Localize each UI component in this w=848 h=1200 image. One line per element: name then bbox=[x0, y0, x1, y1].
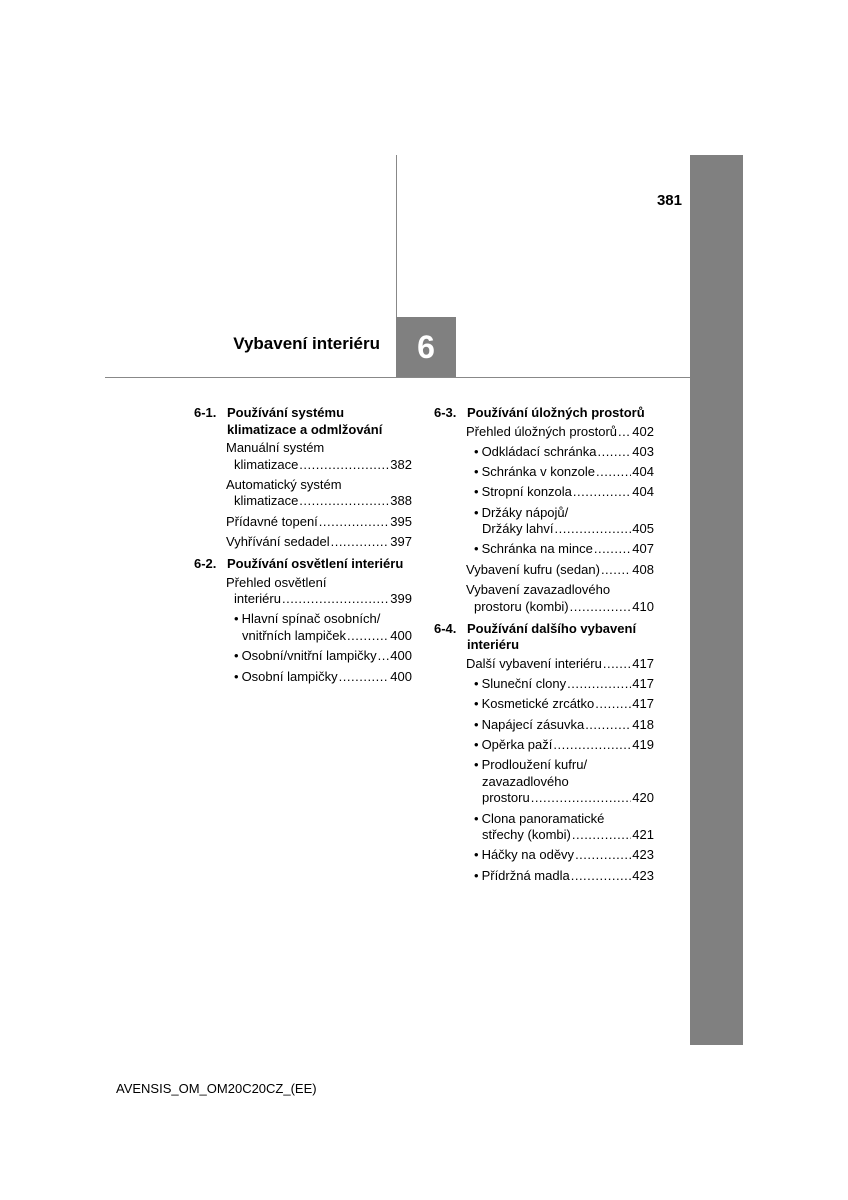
section-title bbox=[227, 405, 412, 438]
toc-entry-link[interactable] bbox=[474, 847, 654, 864]
section-number: 6-2. bbox=[194, 556, 217, 572]
bullet-icon: • bbox=[234, 668, 239, 684]
toc-page-number: 400 bbox=[390, 648, 412, 664]
toc-entry-link[interactable] bbox=[226, 514, 412, 531]
bullet-icon: • bbox=[474, 676, 479, 692]
toc-entry-line bbox=[226, 514, 412, 531]
dot-leader bbox=[299, 457, 389, 474]
dot-leader bbox=[553, 737, 631, 754]
bullet-icon: • bbox=[474, 847, 479, 863]
toc-entry-link[interactable] bbox=[466, 582, 654, 615]
toc-entry-line bbox=[226, 591, 412, 608]
toc-entry-line bbox=[234, 611, 412, 628]
dot-leader bbox=[596, 464, 631, 481]
toc-entry-link[interactable] bbox=[466, 424, 654, 441]
toc-entry-text: Vyhřívání sedadel bbox=[226, 533, 330, 549]
toc-page-number: 397 bbox=[390, 533, 412, 549]
toc-entry-text: Hlavní spínač osobních/ bbox=[241, 611, 381, 627]
toc-entry-line bbox=[474, 676, 654, 693]
toc-entry-line bbox=[474, 737, 654, 754]
chapter-number-box: 6 bbox=[396, 317, 456, 377]
dot-leader bbox=[603, 656, 631, 673]
chapter-side-tab bbox=[690, 155, 743, 1045]
section-title-line: interiéru bbox=[467, 637, 520, 653]
toc-page-number: 400 bbox=[390, 627, 412, 643]
toc-entry-text: Držáky nápojů/ bbox=[481, 504, 569, 520]
toc-entry-line bbox=[474, 774, 654, 791]
toc-entry-text: Odkládací schránka bbox=[481, 443, 597, 459]
toc-page-number: 388 bbox=[390, 493, 412, 509]
toc-entry-text: Automatický systém bbox=[226, 476, 342, 492]
bullet-icon: • bbox=[474, 504, 479, 520]
bullet-icon: • bbox=[474, 443, 479, 459]
toc-page-number: 405 bbox=[632, 521, 654, 537]
toc-section-heading bbox=[434, 621, 654, 654]
toc-entry-text: Vybavení kufru (sedan) bbox=[466, 561, 600, 577]
toc-entry-text: Napájecí zásuvka bbox=[481, 716, 585, 732]
toc-entry-link[interactable] bbox=[474, 868, 654, 885]
toc-entry-link[interactable] bbox=[474, 484, 654, 501]
toc-entry-line bbox=[474, 444, 654, 461]
toc-entry-text: Vybavení zavazadlového bbox=[466, 582, 611, 598]
dot-leader bbox=[572, 827, 631, 844]
toc-entry-link[interactable] bbox=[234, 611, 412, 644]
dot-leader bbox=[331, 534, 390, 551]
toc-section-heading bbox=[194, 556, 412, 573]
toc-entry-line bbox=[466, 424, 654, 441]
toc-entry-text: prostoru bbox=[482, 790, 530, 806]
toc-page-number: 423 bbox=[632, 867, 654, 883]
toc-entry-text: Háčky na oděvy bbox=[481, 847, 575, 863]
bullet-icon: • bbox=[474, 716, 479, 732]
toc-entry-link[interactable] bbox=[226, 440, 412, 473]
dot-leader bbox=[282, 591, 389, 608]
toc-entry-text: Manuální systém bbox=[226, 440, 325, 455]
toc-page-number: 403 bbox=[632, 443, 654, 459]
dot-leader bbox=[555, 521, 632, 538]
toc-page-number: 410 bbox=[632, 598, 654, 614]
page-number: 381 bbox=[656, 192, 682, 209]
bullet-icon: • bbox=[474, 541, 479, 557]
toc-page-number: 399 bbox=[390, 591, 412, 607]
toc-entry-text: Clona panoramatické bbox=[481, 810, 605, 826]
dot-leader bbox=[299, 493, 389, 510]
toc-page-number: 402 bbox=[632, 423, 654, 439]
toc-entry-text: Přídavné topení bbox=[226, 513, 318, 529]
dot-leader bbox=[585, 717, 631, 734]
toc-entry-link[interactable] bbox=[474, 444, 654, 461]
toc-entry-text: Přehled úložných prostorů bbox=[466, 423, 618, 439]
toc-entry-text: klimatizace bbox=[234, 493, 299, 509]
toc-entry-line bbox=[474, 757, 654, 774]
toc-entry-text: Další vybavení interiéru bbox=[466, 655, 602, 671]
toc-entry-line bbox=[226, 493, 412, 510]
section-gap bbox=[434, 888, 654, 890]
toc-entry-text: střechy (kombi) bbox=[482, 827, 571, 843]
section-gap bbox=[194, 689, 412, 691]
section-number: 6-1. bbox=[194, 405, 217, 420]
toc-section-heading bbox=[194, 405, 412, 438]
toc-entry-text: Stropní konzola bbox=[481, 484, 572, 500]
toc-entry-text: Osobní lampičky bbox=[241, 668, 338, 684]
toc-entry-text: Prodloužení kufru/ bbox=[481, 757, 588, 773]
toc-entry-link[interactable] bbox=[474, 737, 654, 754]
toc-entry-link[interactable] bbox=[474, 541, 654, 558]
footer-code: AVENSIS_OM_OM20C20CZ_(EE) bbox=[116, 1081, 317, 1096]
dot-leader bbox=[347, 628, 389, 645]
toc-entry-link[interactable] bbox=[474, 505, 654, 538]
toc-entry-text: Opěrka paží bbox=[481, 737, 553, 753]
header-horizontal-rule bbox=[105, 377, 690, 378]
dot-leader bbox=[573, 484, 631, 501]
toc-entry-line bbox=[474, 484, 654, 501]
toc-page-number: 417 bbox=[632, 676, 654, 692]
toc-page-number: 407 bbox=[632, 541, 654, 557]
toc-entry-line bbox=[474, 827, 654, 844]
toc-entry-line bbox=[474, 868, 654, 885]
toc-column-right bbox=[434, 405, 654, 890]
toc-entry-text: Schránka na mince bbox=[481, 541, 593, 557]
dot-leader bbox=[567, 676, 631, 693]
section-title-line: Používání dalšího vybavení bbox=[467, 620, 637, 636]
bullet-icon: • bbox=[474, 696, 479, 712]
toc-entry-link[interactable] bbox=[226, 477, 412, 510]
toc-page-number: 418 bbox=[632, 716, 654, 732]
toc-entry-line bbox=[226, 457, 412, 474]
toc-entry-text: Přehled osvětlení bbox=[226, 574, 327, 590]
toc-entry-line bbox=[474, 847, 654, 864]
chapter-title: Vybavení interiéru bbox=[233, 334, 380, 353]
toc-entry-link[interactable] bbox=[474, 811, 654, 844]
toc-entry-line bbox=[234, 669, 412, 686]
toc-column-left bbox=[194, 405, 412, 691]
toc-page-number: 395 bbox=[390, 513, 412, 529]
toc-page-number: 404 bbox=[632, 464, 654, 480]
section-title-line: Používání systému bbox=[227, 405, 345, 420]
dot-leader bbox=[575, 847, 631, 864]
toc-entry-link[interactable] bbox=[234, 669, 412, 686]
bullet-icon: • bbox=[474, 757, 479, 773]
bullet-icon: • bbox=[234, 648, 239, 664]
toc-entry-text: Přídržná madla bbox=[481, 867, 570, 883]
toc-entry-line bbox=[466, 599, 654, 616]
toc-entry-line bbox=[466, 582, 654, 599]
dot-leader bbox=[319, 514, 390, 531]
toc-entry-line bbox=[474, 521, 654, 538]
toc-page-number: 404 bbox=[632, 484, 654, 500]
toc-page-number: 420 bbox=[632, 790, 654, 806]
toc-entry-text: klimatizace bbox=[234, 456, 299, 472]
toc-entry-text: Schránka v konzole bbox=[481, 464, 596, 480]
section-title bbox=[467, 621, 654, 654]
bullet-icon: • bbox=[474, 484, 479, 500]
toc-entry-link[interactable] bbox=[234, 648, 412, 665]
section-number: 6-4. bbox=[434, 620, 457, 636]
toc-page-number: 417 bbox=[632, 655, 654, 671]
dot-leader bbox=[339, 669, 390, 686]
dot-leader bbox=[595, 696, 631, 713]
toc-entry-link[interactable] bbox=[474, 757, 654, 807]
toc-entry-line bbox=[466, 656, 654, 673]
bullet-icon: • bbox=[474, 867, 479, 883]
toc-entry-line bbox=[474, 717, 654, 734]
toc-entry-line bbox=[234, 648, 412, 665]
toc-entry-line bbox=[226, 440, 412, 457]
toc-entry-text: interiéru bbox=[234, 591, 281, 607]
dot-leader bbox=[531, 790, 632, 807]
toc-page-number: 423 bbox=[632, 847, 654, 863]
toc-entry-link[interactable] bbox=[474, 676, 654, 693]
toc-entry-text: Sluneční clony bbox=[481, 676, 567, 692]
section-title-line: Používání úložných prostorů bbox=[467, 405, 645, 420]
toc-entry-line bbox=[474, 464, 654, 481]
toc-page-number: 421 bbox=[632, 827, 654, 843]
toc-entry-line bbox=[474, 790, 654, 807]
toc-entry-line bbox=[234, 628, 412, 645]
toc-page-number: 400 bbox=[390, 668, 412, 684]
toc-entry-line bbox=[474, 541, 654, 558]
section-title-line: Používání osvětlení interiéru bbox=[227, 556, 404, 572]
bullet-icon: • bbox=[474, 464, 479, 480]
dot-leader bbox=[571, 868, 632, 885]
toc-section-heading bbox=[434, 405, 654, 422]
toc-page-number: 382 bbox=[390, 456, 412, 472]
toc-entry-link[interactable] bbox=[226, 534, 412, 551]
section-title-line: klimatizace a odmlžování bbox=[227, 421, 383, 437]
toc-entry-link[interactable] bbox=[226, 575, 412, 608]
toc-page-number: 419 bbox=[632, 737, 654, 753]
dot-leader bbox=[378, 648, 390, 665]
toc-entry-line bbox=[226, 534, 412, 551]
section-title bbox=[227, 556, 412, 573]
bullet-icon: • bbox=[234, 611, 239, 627]
toc-entry-link[interactable] bbox=[474, 696, 654, 713]
toc-entry-line bbox=[474, 696, 654, 713]
section-title bbox=[467, 405, 654, 422]
toc-entry-line bbox=[466, 562, 654, 579]
dot-leader bbox=[594, 541, 631, 558]
dot-leader bbox=[601, 562, 631, 579]
toc-entry-line bbox=[226, 575, 412, 592]
toc-entry-text: Kosmetické zrcátko bbox=[481, 696, 595, 712]
dot-leader bbox=[597, 444, 631, 461]
dot-leader bbox=[618, 424, 631, 441]
toc-entry-line bbox=[226, 477, 412, 494]
section-number: 6-3. bbox=[434, 405, 457, 420]
toc-entry-link[interactable] bbox=[466, 562, 654, 579]
dot-leader bbox=[570, 599, 632, 616]
toc-entry-text: prostoru (kombi) bbox=[474, 598, 569, 614]
toc-entry-line bbox=[474, 811, 654, 828]
toc-page-number: 408 bbox=[632, 561, 654, 577]
bullet-icon: • bbox=[474, 810, 479, 826]
toc-entry-link[interactable] bbox=[466, 656, 654, 673]
toc-entry-text: zavazadlového bbox=[482, 773, 569, 789]
toc-entry-link[interactable] bbox=[474, 717, 654, 734]
toc-entry-text: Osobní/vnitřní lampičky bbox=[241, 648, 377, 664]
bullet-icon: • bbox=[474, 737, 479, 753]
toc-entry-text: vnitřních lampiček bbox=[242, 627, 347, 643]
toc-entry-line bbox=[474, 505, 654, 522]
toc-entry-link[interactable] bbox=[474, 464, 654, 481]
toc-page-number: 417 bbox=[632, 696, 654, 712]
header-vertical-rule bbox=[396, 155, 397, 317]
toc-entry-text: Držáky lahví bbox=[482, 521, 554, 537]
